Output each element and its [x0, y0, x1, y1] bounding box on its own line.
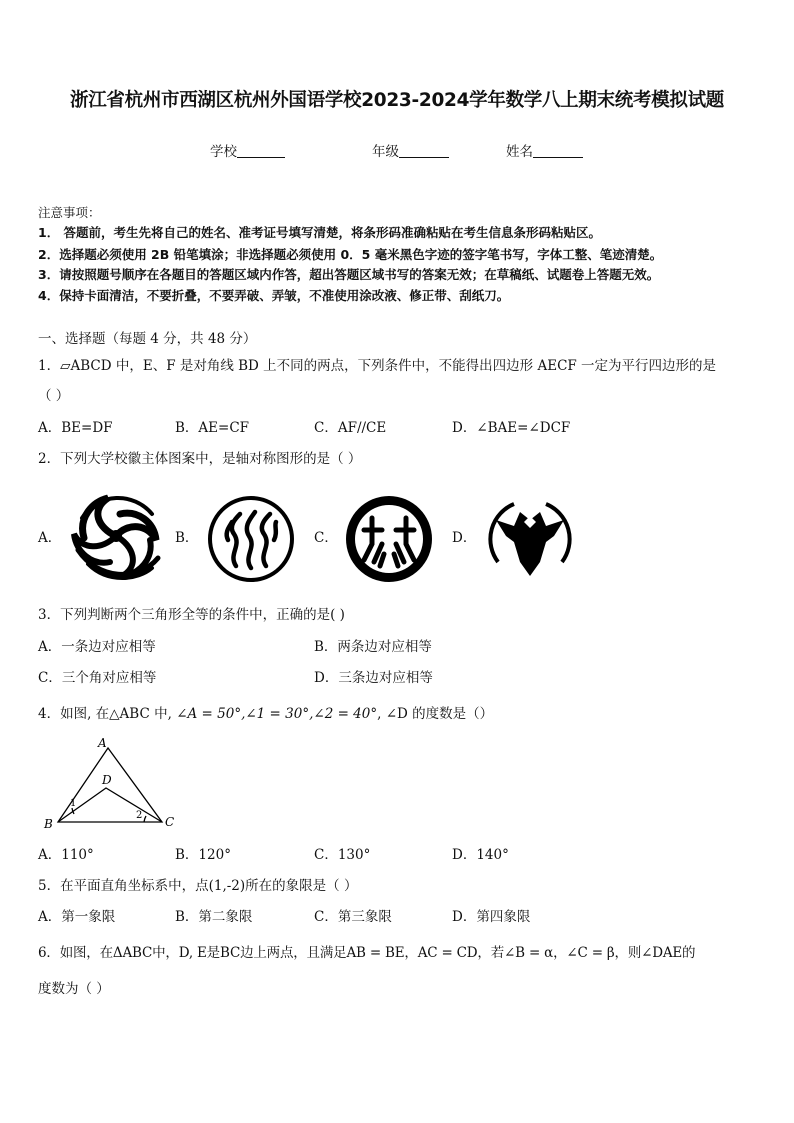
q4-math: ∠A = 50°,∠1 = 30°,∠2 = 40° [176, 706, 378, 722]
q1-option-b[interactable]: B．AE=CF [175, 420, 250, 436]
grade-label: 年级 [372, 144, 399, 160]
question-1-paren: （ ） [38, 388, 70, 404]
school-field[interactable] [210, 140, 285, 160]
note-item: 4．保持卡面清洁，不要折叠，不要弄破、弄皱，不准使用涂改液、修正带、刮纸刀。 [38, 288, 510, 303]
label-c: C [165, 815, 175, 829]
label-b: B [44, 817, 53, 831]
school-blank[interactable] [237, 145, 285, 158]
q2-option-d[interactable]: D． [452, 530, 477, 546]
eagle-logo-icon[interactable] [484, 492, 576, 584]
name-field[interactable] [506, 140, 583, 160]
notes-heading: 注意事项： [38, 205, 101, 220]
q1-option-d[interactable]: D．∠BAE=∠DCF [452, 420, 571, 436]
q5-option-a[interactable]: A．第一象限 [38, 909, 116, 925]
bei-logo-icon[interactable] [344, 494, 434, 584]
name-blank[interactable] [533, 145, 583, 158]
q1-option-a[interactable]: A．BE=DF [38, 420, 113, 436]
flame-logo-icon[interactable] [206, 494, 296, 584]
label-d: D [102, 773, 112, 787]
q3-option-a[interactable]: A．一条边对应相等 [38, 639, 156, 655]
q4-stem-b: , ∠D 的度数是（） [377, 706, 494, 722]
grade-blank[interactable] [399, 145, 449, 158]
question-6-stem: 6．如图，在ΔABC中，D, E是BC边上两点，且满足AB = BE，AC = CD，若∠B = α，∠C = β，则∠DAE的 [38, 945, 696, 961]
page-title: 浙江省杭州市西湖区杭州外国语学校2023-2024学年数学八上期末统考模拟试题 [70, 90, 724, 111]
q5-option-d[interactable]: D．第四象限 [452, 909, 531, 925]
label-angle-1: 1 [70, 798, 77, 809]
swirl-logo-icon[interactable] [68, 488, 164, 584]
question-2-stem: 2．下列大学校徽主体图案中，是轴对称图形的是（ ） [38, 451, 362, 467]
q2-option-b[interactable]: B． [175, 530, 199, 546]
section-heading: 一、选择题（每题 4 分，共 48 分） [38, 331, 257, 347]
q3-option-b[interactable]: B．两条边对应相等 [314, 639, 432, 655]
question-3-stem: 3．下列判断两个三角形全等的条件中，正确的是( ) [38, 607, 345, 623]
note-item: 2．选择题必须使用 2B 铅笔填涂；非选择题必须使用 0．5 毫米黑色字迹的签字笔书写，字体工整、笔迹清楚。 [38, 247, 663, 262]
question-6-stem-cont: 度数为（ ） [38, 981, 110, 997]
question-5-stem: 5．在平面直角坐标系中，点(1,-2)所在的象限是（ ） [38, 878, 358, 894]
q5-option-b[interactable]: B．第二象限 [175, 909, 253, 925]
q2-option-c[interactable]: C． [314, 530, 338, 546]
q1-option-c[interactable]: C．AF//CE [314, 420, 387, 436]
q2-option-a[interactable]: A． [38, 530, 62, 546]
school-label: 学校 [210, 144, 237, 160]
label-a: A [98, 736, 107, 750]
q5-option-c[interactable]: C．第三象限 [314, 909, 392, 925]
question-1-stem: 1．▱ABCD 中，E、F 是对角线 BD 上不同的两点，下列条件中，不能得出四边形 AECF 一定为平行四边形的是 [38, 358, 717, 374]
note-item: 3．请按照题号顺序在各题目的答题区域内作答，超出答题区域书写的答案无效；在草稿纸、试题卷上答题无效。 [38, 267, 660, 282]
q4-option-b[interactable]: B．120° [175, 847, 231, 863]
name-label: 姓名 [506, 144, 533, 160]
triangle-figure [40, 734, 180, 832]
q4-stem-a: 4．如图, 在△ABC 中, [38, 706, 177, 722]
q3-option-d[interactable]: D．三条边对应相等 [314, 670, 433, 686]
label-angle-2: 2 [136, 810, 143, 821]
note-item: 1． 答题前，考生先将自己的姓名、准考证号填写清楚，将条形码准确粘贴在考生信息条形码粘贴区。 [38, 225, 602, 240]
grade-field[interactable] [372, 140, 449, 160]
q3-option-c[interactable]: C．三个角对应相等 [38, 670, 157, 686]
question-4-stem [38, 702, 493, 722]
q4-option-d[interactable]: D．140° [452, 847, 509, 863]
q4-option-c[interactable]: C．130° [314, 847, 371, 863]
q4-option-a[interactable]: A．110° [38, 847, 94, 863]
